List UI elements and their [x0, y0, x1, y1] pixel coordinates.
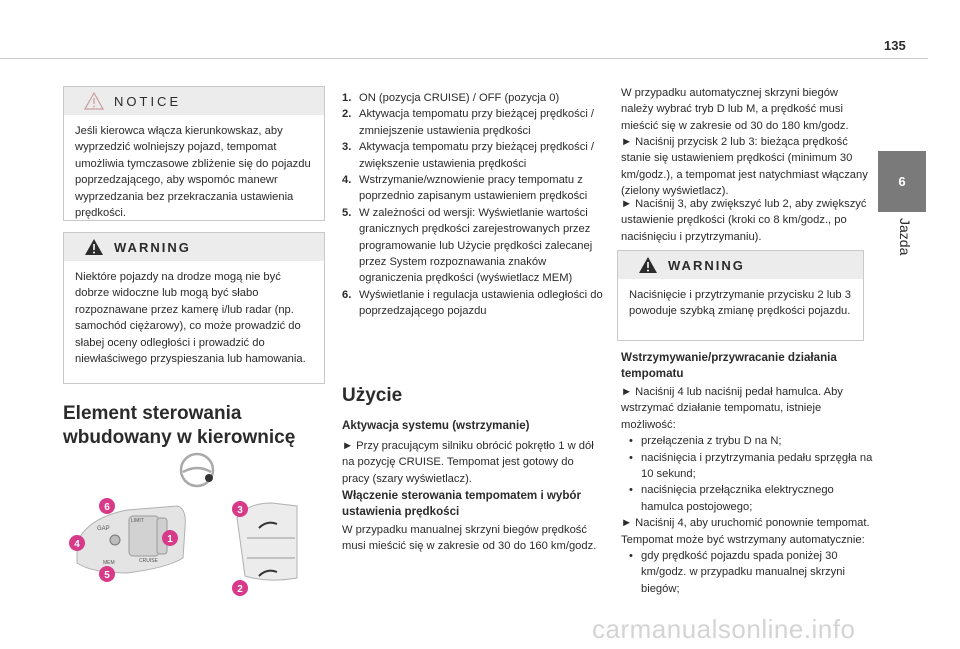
list-item: 6. Wyświetlanie i regulacja ustawienia odległości do poprzedzającego pojazdu [342, 288, 603, 318]
notice-text: Jeśli kierowca włącza kierunkowskaz, aby wyprzedzić wolniejszy pojazd, tempomat umożliwia tymczasowe zbliżenie się do pojazdu poprzedzającego, aby wspomóc manewr wyprzedzania bez przekraczania ustawienia prędkości. [75, 125, 311, 220]
list-item: • przełączenia z trybu D na N; [629, 435, 782, 448]
activation-heading: Aktywacja systemu (wstrzymanie) [342, 419, 530, 432]
watermark: carmanualsonline.info [592, 614, 856, 644]
usage-heading: Użycie [342, 385, 403, 406]
warning-icon [84, 238, 104, 256]
svg-text:1: 1 [167, 534, 173, 545]
intro-text: W przypadku automatycznej skrzyni biegów należy wybrać tryb D lub M, a prędkość musi mieścić się w zakresie od 30 do 180 km/godz. [621, 87, 849, 132]
resume-text: ► Naciśnij 4, aby uruchomić ponownie tempomat. Tempomat może być wstrzymany automatycznie: [621, 517, 870, 546]
svg-text:4: 4 [74, 539, 80, 550]
chapter-tab[interactable]: 6 [878, 151, 926, 212]
svg-text:5: 5 [104, 570, 110, 581]
notice-title: NOTICE [114, 93, 182, 109]
lever-drawing [237, 503, 297, 580]
pause-heading: Wstrzymywanie/przywracanie działania tempomatu [621, 351, 837, 380]
figure-text-limit: LIMIT [131, 518, 144, 524]
svg-text:2: 2 [237, 584, 243, 595]
list-item: • naciśnięcia i przytrzymania pedału sprzęgła na 10 sekund; [629, 451, 873, 481]
warning-box [63, 232, 325, 384]
notice-box [63, 86, 325, 221]
warning-icon [638, 256, 658, 274]
notice-icon [84, 92, 104, 110]
list-item: 2. Aktywacja tempomatu przy bieżącej prędkości / zmniejszenie ustawienia prędkości [342, 108, 595, 137]
enable-text: W przypadku manualnej skrzyni biegów prędkość musi mieścić się w zakresie od 30 do 160 km/godz. [342, 524, 597, 553]
controls-list [342, 90, 604, 320]
svg-text:6: 6 [104, 502, 110, 513]
figure-text-gap: GAP [97, 526, 110, 532]
svg-text:3: 3 [237, 505, 243, 516]
warning-title: WARNING [114, 239, 191, 255]
callout-2 [232, 580, 248, 596]
callout-5 [99, 566, 115, 582]
callout-1 [162, 530, 178, 546]
pause-text: ► Naciśnij 4 lub naciśnij pedał hamulca. Aby wstrzymać działanie tempomatu, istnieje możliwość: [621, 386, 843, 431]
chapter-label: Jazda [897, 218, 913, 256]
press-2-or-3-text: ► Naciśnij przycisk 2 lub 3: bieżąca prędkość stanie się ustawieniem prędkości (minimum 30 km/godz.), a tempomat jest natychmiast włączany (zielony wyświetlacz). [621, 136, 868, 198]
list-item: 5. W zależności od wersji: Wyświetlanie wartości granicznych prędkości zarejestrowanych przez programowanie lub Użycie prędkości zalecanej przez System rozpoznawania znaków ograniczenia prędkości (wyświetlacz MEM) [342, 206, 593, 285]
enable-heading: Włączenie sterowania tempomatem i wybór ustawienia prędkości [342, 489, 582, 518]
callout-6 [99, 498, 115, 514]
activation-text: ► Przy pracującym silniku obrócić pokrętło 1 w dół na pozycję CRUISE. Tempomat jest gotowy do pracy (szary wyświetlacz). [342, 440, 594, 485]
warning-box-2 [617, 250, 864, 341]
callout-3 [232, 501, 248, 517]
figure-text-mem: MEM [103, 560, 115, 566]
steering-control-figure [67, 448, 322, 598]
list-item: • naciśnięcia przełącznika elektrycznego hamulca postojowego; [629, 484, 834, 513]
warning-title-2: WARNING [668, 257, 745, 273]
warning-text-2: Naciśnięcie i przytrzymanie przycisku 2 lub 3 powoduje szybką zmianę prędkości pojazdu. [629, 289, 851, 318]
figure-text-cruise: CRUISE [139, 558, 158, 564]
pause-block [621, 384, 873, 597]
callout-4 [69, 535, 85, 551]
section-heading: Element sterowania wbudowany w kierownicę [63, 403, 296, 448]
list-item: 3. Aktywacja tempomatu przy bieżącej prędkości / zwiększenie ustawienia prędkości [342, 141, 595, 170]
warning-text: Niektóre pojazdy na drodze mogą nie być dobrze widoczne lub mogą być słabo rozpoznawane przez kamerę i/lub radar (np. samochód ciężarowy), co może prowadzić do słabej oceny odległości i prowadzić do niewłaściwego przyspieszania lub hamowania. [75, 271, 306, 366]
header-rule [0, 58, 928, 59]
list-item: 1. ON (pozycja CRUISE) / OFF (pozycja 0) [342, 92, 560, 104]
page-number: 135 [884, 38, 906, 53]
steering-wheel-icon [181, 454, 213, 486]
list-item: • gdy prędkość pojazdu spada poniżej 30 km/godz. w przypadku manualnej skrzyni biegów; [629, 550, 845, 595]
press-3-or-2-text: ► Naciśnij 3, aby zwiększyć lub 2, aby zwiększyć ustawienie prędkości (kroki co 8 km/godz., po naciśnięciu i przytrzymaniu). [621, 198, 867, 243]
list-item: 4. Wstrzymanie/wznowienie pracy tempomatu z poprzednio zapisanym ustawieniem prędkości [342, 174, 588, 203]
